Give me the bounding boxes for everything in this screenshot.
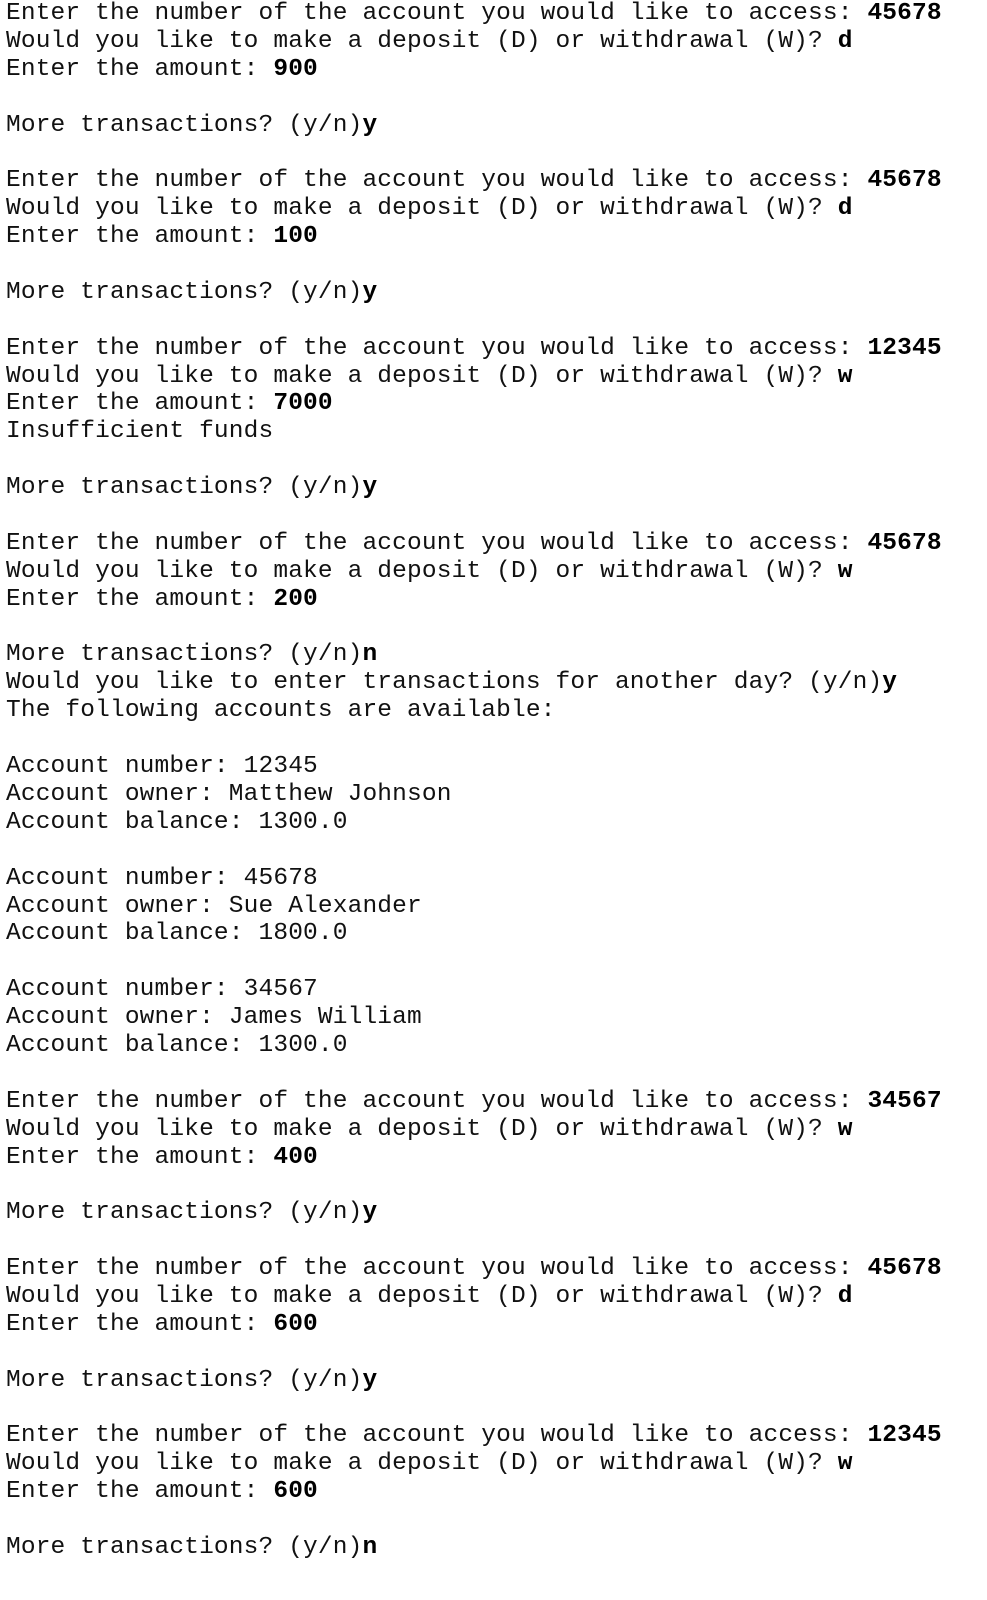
console-line [6, 1255, 987, 1283]
console-prompt-text: Account owner: James William [6, 1004, 422, 1032]
console-line [6, 307, 987, 335]
console-prompt-text: The following accounts are available: [6, 697, 556, 725]
console-prompt-text: Enter the number of the account you would like to access: [6, 0, 868, 27]
console-line [6, 167, 987, 195]
console-line [6, 418, 987, 446]
console-line [6, 1171, 987, 1199]
console-prompt-text: Account number: 12345 [6, 753, 318, 781]
console-user-input: y [882, 669, 898, 697]
console-line [6, 1478, 987, 1506]
console-prompt-text: Enter the amount: [6, 390, 274, 418]
console-prompt-text: Account owner: Matthew Johnson [6, 780, 452, 808]
console-prompt-text: Would you like to make a deposit (D) or withdrawal (W)? [6, 1115, 838, 1143]
console-prompt-text: Enter the amount: [6, 1478, 274, 1506]
console-prompt-text: Enter the amount: [6, 1143, 274, 1171]
console-prompt-text: Enter the number of the account you would like to access: [6, 1422, 868, 1450]
console-prompt-text: Account balance: 1300.0 [6, 1031, 348, 1059]
console-prompt-text: Account number: 45678 [6, 864, 318, 892]
console-prompt-text: Enter the number of the account you would like to access: [6, 529, 868, 557]
console-user-input: y [362, 1366, 378, 1394]
console-prompt-text: Would you like to make a deposit (D) or withdrawal (W)? [6, 195, 838, 223]
console-line [6, 865, 987, 893]
console-line [6, 84, 987, 112]
console-line [6, 1116, 987, 1144]
console-line [6, 363, 987, 391]
console-line [6, 837, 987, 865]
console-prompt-text: Enter the amount: [6, 585, 274, 613]
console-prompt-text: Enter the number of the account you would like to access: [6, 1255, 868, 1283]
console-prompt-text: More transactions? (y/n) [6, 278, 363, 306]
console-line [6, 1534, 987, 1562]
console-prompt-text: Would you like to make a deposit (D) or withdrawal (W)? [6, 1450, 838, 1478]
console-prompt-text: Account balance: 1800.0 [6, 920, 348, 948]
console-line [6, 948, 987, 976]
console-prompt-text: Would you like to enter transactions for another day? (y/n) [6, 669, 883, 697]
console-line [6, 1227, 987, 1255]
console-user-input: y [362, 1199, 378, 1227]
console-line [6, 1199, 987, 1227]
console-prompt-text: Enter the amount: [6, 1310, 274, 1338]
console-user-input: 200 [273, 585, 318, 613]
console-prompt-text: More transactions? (y/n) [6, 474, 363, 502]
console-user-input: w [837, 362, 853, 390]
console-line [6, 1283, 987, 1311]
console-line [6, 279, 987, 307]
console-user-input: 12345 [867, 1422, 942, 1450]
console-line [6, 1339, 987, 1367]
console-user-input: n [362, 1533, 378, 1561]
console-line [6, 390, 987, 418]
console-user-input: w [837, 1450, 853, 1478]
console-line [6, 223, 987, 251]
console-line [6, 669, 987, 697]
console-line [6, 28, 987, 56]
console-line [6, 474, 987, 502]
console-line [6, 893, 987, 921]
console-prompt-text: More transactions? (y/n) [6, 111, 363, 139]
console-line [6, 1311, 987, 1339]
console-line [6, 1506, 987, 1534]
console-prompt-text: Enter the number of the account you would like to access: [6, 167, 868, 195]
console-user-input: 45678 [867, 1255, 942, 1283]
console-prompt-text: Would you like to make a deposit (D) or withdrawal (W)? [6, 1282, 838, 1310]
console-line [6, 251, 987, 279]
console-user-input: y [362, 111, 378, 139]
console-line [6, 809, 987, 837]
console-user-input: d [837, 1282, 853, 1310]
console-prompt-text: Would you like to make a deposit (D) or withdrawal (W)? [6, 557, 838, 585]
console-user-input: n [362, 641, 378, 669]
console-prompt-text: Enter the number of the account you would like to access: [6, 334, 868, 362]
console-prompt-text: More transactions? (y/n) [6, 641, 363, 669]
console-line [6, 530, 987, 558]
console-line [6, 614, 987, 642]
console-user-input: w [837, 1115, 853, 1143]
console-user-input: 600 [273, 1310, 318, 1338]
console-user-input: 7000 [273, 390, 333, 418]
console-prompt-text: Account number: 34567 [6, 976, 318, 1004]
console-line [6, 753, 987, 781]
console-prompt-text: Insufficient funds [6, 418, 274, 446]
console-prompt-text: Account balance: 1300.0 [6, 808, 348, 836]
console-user-input: 12345 [867, 334, 942, 362]
console-line [6, 1450, 987, 1478]
console-line [6, 641, 987, 669]
console-user-input: 100 [273, 223, 318, 251]
console-line [6, 139, 987, 167]
console-prompt-text: More transactions? (y/n) [6, 1199, 363, 1227]
console-user-input: 45678 [867, 529, 942, 557]
console-user-input: 600 [273, 1478, 318, 1506]
console-line [6, 1395, 987, 1423]
console-line [6, 781, 987, 809]
console-line [6, 1144, 987, 1172]
console-prompt-text: Enter the amount: [6, 223, 274, 251]
console-user-input: y [362, 474, 378, 502]
console-line [6, 1367, 987, 1395]
console-user-input: 900 [273, 55, 318, 83]
console-line [6, 195, 987, 223]
console-line [6, 1088, 987, 1116]
console-prompt-text: Would you like to make a deposit (D) or withdrawal (W)? [6, 27, 838, 55]
console-line [6, 976, 987, 1004]
console-prompt-text: Enter the number of the account you would like to access: [6, 1087, 868, 1115]
console-user-input: 34567 [867, 1087, 942, 1115]
console-line [6, 920, 987, 948]
console-line [6, 335, 987, 363]
console-line [6, 1032, 987, 1060]
console-line [6, 502, 987, 530]
console-user-input: 45678 [867, 0, 942, 27]
console-prompt-text: Would you like to make a deposit (D) or withdrawal (W)? [6, 362, 838, 390]
console-line [6, 1422, 987, 1450]
console-prompt-text: More transactions? (y/n) [6, 1366, 363, 1394]
console-prompt-text: Enter the amount: [6, 55, 274, 83]
console-user-input: w [837, 557, 853, 585]
console-line [6, 586, 987, 614]
console-line [6, 0, 987, 28]
console-line [6, 697, 987, 725]
console-line [6, 56, 987, 84]
console-line [6, 446, 987, 474]
console-prompt-text: More transactions? (y/n) [6, 1533, 363, 1561]
console-line [6, 558, 987, 586]
console-line [6, 1004, 987, 1032]
console-line [6, 112, 987, 140]
console-user-input: d [837, 27, 853, 55]
console-user-input: d [837, 195, 853, 223]
console-line [6, 725, 987, 753]
console-user-input: 45678 [867, 167, 942, 195]
console-prompt-text: Account owner: Sue Alexander [6, 892, 422, 920]
console-line [6, 1060, 987, 1088]
console-user-input: 400 [273, 1143, 318, 1171]
console-user-input: y [362, 278, 378, 306]
